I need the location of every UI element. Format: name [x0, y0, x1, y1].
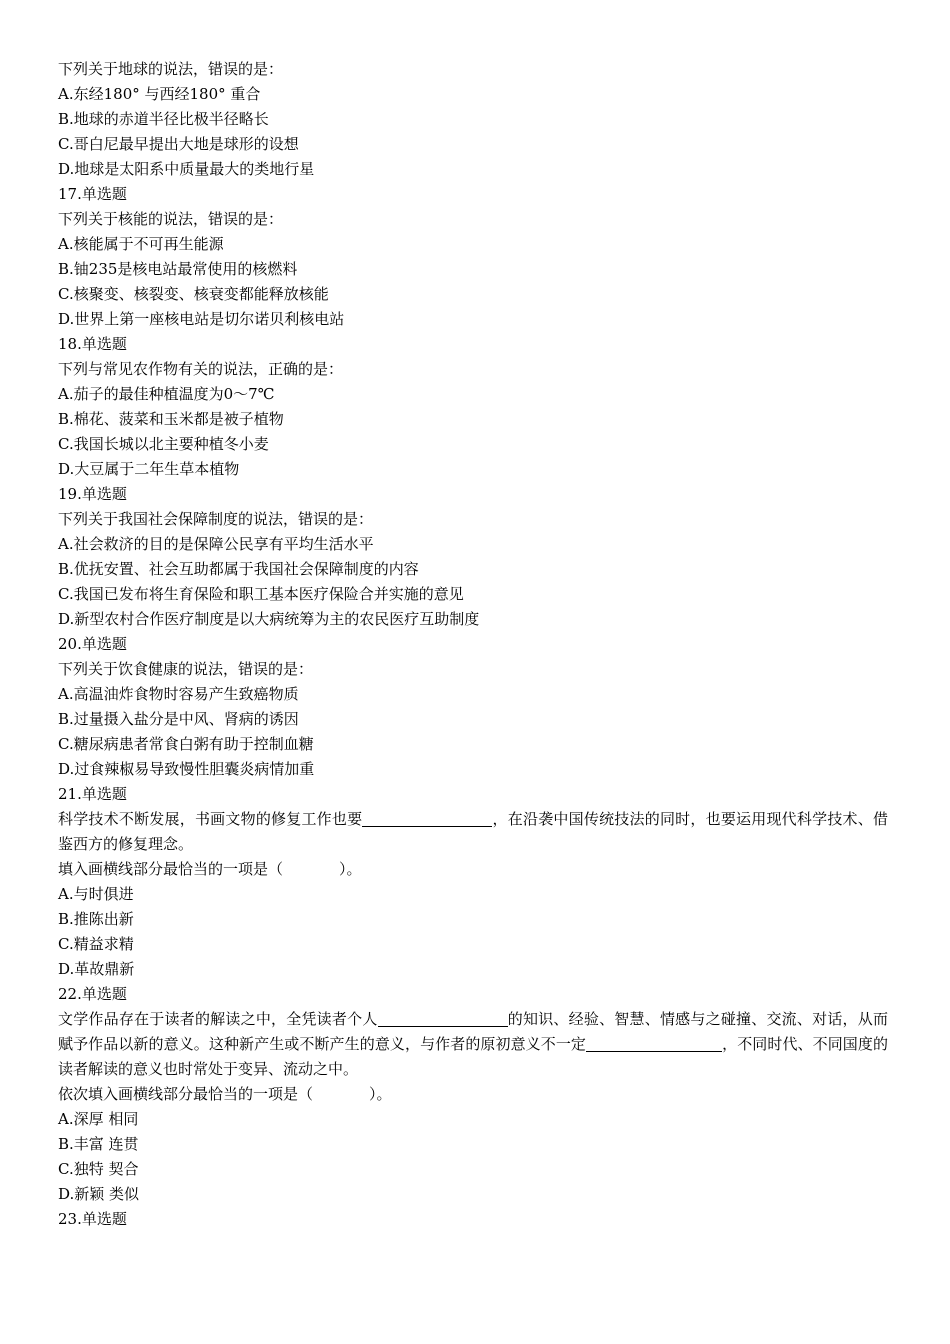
- option-c: C.精益求精: [58, 935, 134, 953]
- stem-text-2: 的知识、经验、智慧、情感与之碰撞、交流、对话，从而赋予作品以新的意义。这种新产生或不断产生的意义，与作者的原初意义不一定: [58, 1010, 888, 1053]
- option-a: A.高温油炸食物时容易产生致癌物质: [58, 685, 299, 703]
- question-17: [58, 182, 888, 332]
- option-d: D.大豆属于二年生草本植物: [58, 460, 240, 478]
- question-header: 23.单选题: [58, 1210, 127, 1228]
- option-c: C.核聚变、核裂变、核衰变都能释放核能: [58, 285, 329, 303]
- question-header: 22.单选题: [58, 985, 127, 1003]
- option-b: B.推陈出新: [58, 910, 134, 928]
- question-stem: 下列与常见农作物有关的说法，正确的是：: [58, 360, 344, 378]
- option-b: B.过量摄入盐分是中风、肾病的诱因: [58, 710, 299, 728]
- option-b: B.铀235是核电站最常使用的核燃料: [58, 260, 298, 278]
- question-prompt: [58, 857, 888, 882]
- question-stem: [58, 1007, 888, 1082]
- question-stem: [58, 807, 888, 857]
- question-header: 18.单选题: [58, 335, 127, 353]
- question-stem: 下列关于地球的说法，错误的是：: [58, 60, 284, 78]
- option-b: B.地球的赤道半径比极半径略长: [58, 110, 269, 128]
- prompt-text-2: ）。: [369, 1085, 392, 1103]
- option-c: C.我国长城以北主要种植冬小麦: [58, 435, 269, 453]
- question-23: [58, 1207, 888, 1232]
- option-b: B.优抚安置、社会互助都属于我国社会保障制度的内容: [58, 560, 419, 578]
- question-stem: 下列关于饮食健康的说法，错误的是：: [58, 660, 314, 678]
- question-header: 20.单选题: [58, 635, 127, 653]
- question-19: [58, 482, 888, 632]
- stem-text-1: 科学技术不断发展，书画文物的修复工作也要: [58, 810, 363, 828]
- fill-blank-1: [378, 1010, 508, 1027]
- option-c: C.糖尿病患者常食白粥有助于控制血糖: [58, 735, 314, 753]
- option-d: D.革故鼎新: [58, 960, 135, 978]
- stem-text-3: ，不同时代、不同国度的读者解读的意义也时常处于变异、流动之中。: [58, 1035, 888, 1078]
- option-b: B.棉花、菠菜和玉米都是被子植物: [58, 410, 284, 428]
- option-c: C.哥白尼最早提出大地是球形的设想: [58, 135, 299, 153]
- question-20: [58, 632, 888, 782]
- option-d: D.世界上第一座核电站是切尔诺贝利核电站: [58, 310, 345, 328]
- option-c: C.我国已发布将生育保险和职工基本医疗保险合并实施的意见: [58, 585, 464, 603]
- question-stem: 下列关于我国社会保障制度的说法，错误的是：: [58, 510, 374, 528]
- option-a: A.东经180° 与西经180° 重合: [58, 85, 261, 103]
- option-d: D.新颖 类似: [58, 1185, 140, 1203]
- question-22: [58, 982, 888, 1207]
- question-21: [58, 782, 888, 982]
- prompt-text-1: 填入画横线部分最恰当的一项是（: [58, 860, 284, 878]
- option-c: C.独特 契合: [58, 1160, 139, 1178]
- fill-blank-2: [586, 1035, 722, 1052]
- fill-blank: [362, 810, 492, 827]
- document-page: [58, 57, 888, 1232]
- option-d: D.过食辣椒易导致慢性胆囊炎病情加重: [58, 760, 315, 778]
- question-header: 21.单选题: [58, 785, 127, 803]
- question-16: [58, 57, 888, 182]
- prompt-text-2: ）。: [339, 860, 362, 878]
- prompt-text-1: 依次填入画横线部分最恰当的一项是（: [58, 1085, 314, 1103]
- option-b: B.丰富 连贯: [58, 1135, 139, 1153]
- question-prompt: [58, 1082, 888, 1107]
- option-a: A.深厚 相同: [58, 1110, 139, 1128]
- question-18: [58, 332, 888, 482]
- stem-text-2: ，在沿袭中国传统技法的同时，也要运用现代科学技术、借鉴西方的修复理念。: [58, 810, 888, 853]
- option-d: D.地球是太阳系中质量最大的类地行星: [58, 160, 315, 178]
- option-a: A.与时俱进: [58, 885, 134, 903]
- stem-text-1: 文学作品存在于读者的解读之中，全凭读者个人: [58, 1010, 378, 1028]
- question-header: 19.单选题: [58, 485, 127, 503]
- option-a: A.核能属于不可再生能源: [58, 235, 224, 253]
- question-stem: 下列关于核能的说法，错误的是：: [58, 210, 284, 228]
- option-a: A.社会救济的目的是保障公民享有平均生活水平: [58, 535, 374, 553]
- question-header: 17.单选题: [58, 185, 127, 203]
- option-d: D.新型农村合作医疗制度是以大病统筹为主的农民医疗互助制度: [58, 610, 480, 628]
- option-a: A.茄子的最佳种植温度为0～7℃: [58, 385, 275, 403]
